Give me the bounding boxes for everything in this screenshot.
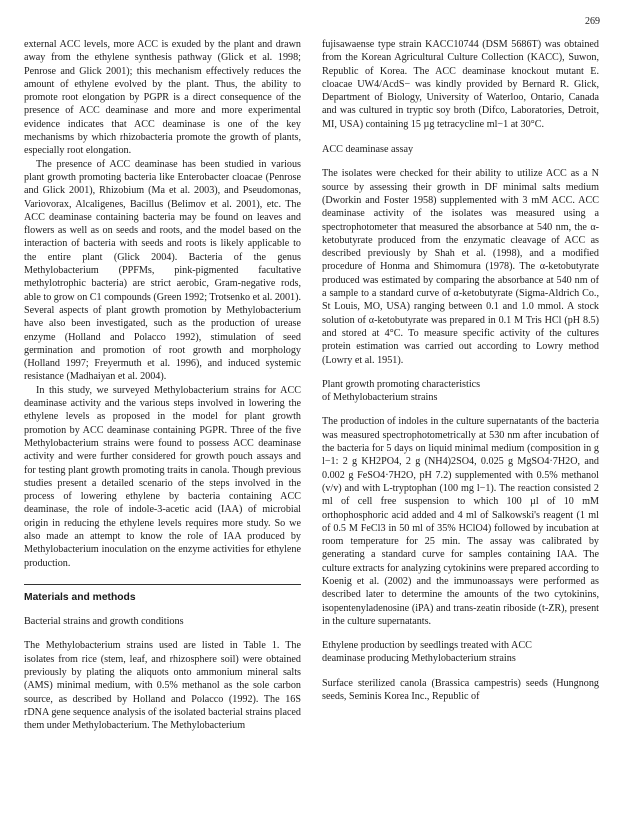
section-divider — [24, 584, 301, 604]
subheading-ethylene-line-2: deaminase producing Methylobacterium strains — [322, 653, 516, 665]
subheading-plant-growth-line-1: Plant growth promoting characteristics — [322, 378, 481, 390]
left-paragraph-1: external ACC levels, more ACC is exuded by the plant and drawn away from the ethylene synthesis pathway (Glick et al. 1998; Penrose and Glick 2001); this mechanism effectively reduces the amount of ethylene evolved by the plant. Thus, the ability to promote root elongation by PGPR is a direct consequence of the presence of ACC deaminase and more and more experimental evidence indicates that ACC deaminase is one of the key mechanisms by which rhizobacteria promote the growth of plants, especially root elongation. — [24, 39, 301, 157]
right-paragraph-3: The production of indoles in the culture supernatants of the bacteria was measured spectrophotometrically at 530 nm after incubation of the bacteria for 5 days on liquid minimal medium (composition in g l−1: 2 g KH2PO4, 2 g (NH4)2SO4, 0.025 g MgSO4·7H2O, and 0.002 g FeSO4·7H2O, pH 7.2) supplemented with 0.5% methanol (v/v) and with L-tryptophan (100 mg l−1). The reaction consisted 2 ml of cell free suspension to which 100 µl of 10 mM orthophosphoric acid added and 4 ml of Salkowski's reagent (1 ml of 0.5 M FeCl3 in 50 ml of 35% HClO4) followed by incubation at room temperature for 25 min. The assay was calibrated by generating a standard curve for samples containing IAA. The culture extracts for analyzing cytokinins were prepared according to Koenig et al. (2002) and the immunoassays were performed as described later to determine the amounts of the two cytokinins, isopentenyladenosine (iPA) and trans-zeatin riboside (t-ZR), present in the culture supernatants. — [322, 416, 599, 627]
left-paragraph-2: The presence of ACC deaminase has been studied in various plant growth promoting bacteria like Enterobacter cloacae (Penrose and Glick 2001), Rhizobium (Ma et al. 2003), and Pseudomonas, Variovorax, Alcaligenes, Bacillus (Belimov et al. 2001), etc. The ACC deaminase containing bacteria may be found on leaves and flowers as well as on seeds and roots, and the model based on the interaction of bacteria with seeds and roots is likely applicable to the entire plant (Glick 2004). Bacteria of the genus Methylobacterium (PPFMs, pink-pigmented facultative methylotrophic bacteria) are strict aerobic, Gram-negative rods, able to grow on C1 compounds (Green 1992; Trotsenko et al. 2001). Several aspects of plant growth promotion by Methylobacterium have also been investigated, such as the production of urease enzyme (Holland and Polacco 1992), stimulation of seed germination and promotion of root growth and morphology (Holland 1997; Freyermuth et al. 1996), and induced systemic resistance (Madhaiyan et al. 2004). — [24, 158, 301, 383]
subheading-bacterial-strains: Bacterial strains and growth conditions — [24, 616, 184, 628]
subheading-plant-growth — [322, 378, 599, 405]
subheading-plant-growth-line-2: of Methylobacterium strains — [322, 392, 438, 404]
section-heading: Materials and methods — [24, 591, 136, 603]
page-number: 269 — [585, 16, 600, 27]
subheading-acc-deaminase-assay: ACC deaminase assay — [322, 144, 414, 156]
subheading-ethylene-production — [322, 639, 599, 666]
left-paragraph-3: In this study, we surveyed Methylobacterium strains for ACC deaminase activity and the various steps involved in lowering the ethylene levels as proposed in the model for plant growth promotion by ACC deaminase containing PGPR. Three of the five Methylobacterium strains were found to possess ACC deaminase activity and were further considered for growth pouch assays and for testing plant growth promoting traits in canola. Though previous studies present a detailed scenario of the steps involved in the process of lowering ethylene by bacteria containing ACC deaminase, the role of indole-3-acetic acid (IAA) of microbial origin in reducing the ethylene levels requires more study. So we also made an attempt to know the role of IAA produced by Methylobacterium inoculation on the enzyme activities for ethylene production. — [24, 384, 301, 569]
left-paragraph-4: The Methylobacterium strains used are listed in Table 1. The isolates from rice (stem, leaf, and rhizosphere soil) were obtained previously by plating the aliquots onto ammonium mineral salts (AMS) minimal medium, with 0.5% methanol as the sole carbon source, as described by Holland and Polacco (1992). The 16S rDNA gene sequence analysis of the isolated bacterial strains placed them under Methylobacterium. The Methylobacterium — [24, 640, 301, 732]
subheading-ethylene-line-1: Ethylene production by seedlings treated with ACC — [322, 640, 532, 652]
left-column — [24, 38, 301, 733]
right-column — [322, 38, 599, 703]
right-paragraph-2: The isolates were checked for their ability to utilize ACC as a N source by assessing their growth in DF minimal salts medium (Dworkin and Foster 1958) supplemented with 3 mM ACC. ACC deaminase activity of the isolates was measured using a spectrophotometer that measured the absorbance at 540 nm, the α-ketobutyrate produced from the enzymatic cleavage of ACC as described previously by Shah et al. (1998), and a modified procedure of Honma and Shimomura (1978). The α-ketobutyrate produced was estimated by comparing the absorbance at 540 nm of a sample to a standard curve of α-ketobutyrate (Sigma-Aldrich Co., St Louis, MO, USA) ranging between 0.1 and 1.0 mmol. A stock solution of α-ketobutyrate was prepared in 0.1 M Tris HCl (pH 8.5) and stored at 4°C. To measure specific activity of the cultures protein estimation was carried out according to Lowry method (Lowry et al. 1951). — [322, 168, 599, 366]
right-paragraph-4: Surface sterilized canola (Brassica campestris) seeds (Hungnong seeds, Seminis Korea Inc., Republic of — [322, 677, 599, 703]
right-paragraph-1: fujisawaense type strain KACC10744 (DSM 5686T) was obtained from the Korean Agricultural Culture Collection (KACC), Suwon, Republic of Korea. The ACC deaminase knockout mutant E. cloacae UW4/AcdS− was kindly provided by Bernard R. Glick, Department of Biology, University of Waterloo, Ontario, Canada and was cultured in tryptic soy broth (Difco, Laboratories, Detroit, MI, USA) containing 15 µg tetracycline ml−1 at 30°C. — [322, 39, 599, 130]
